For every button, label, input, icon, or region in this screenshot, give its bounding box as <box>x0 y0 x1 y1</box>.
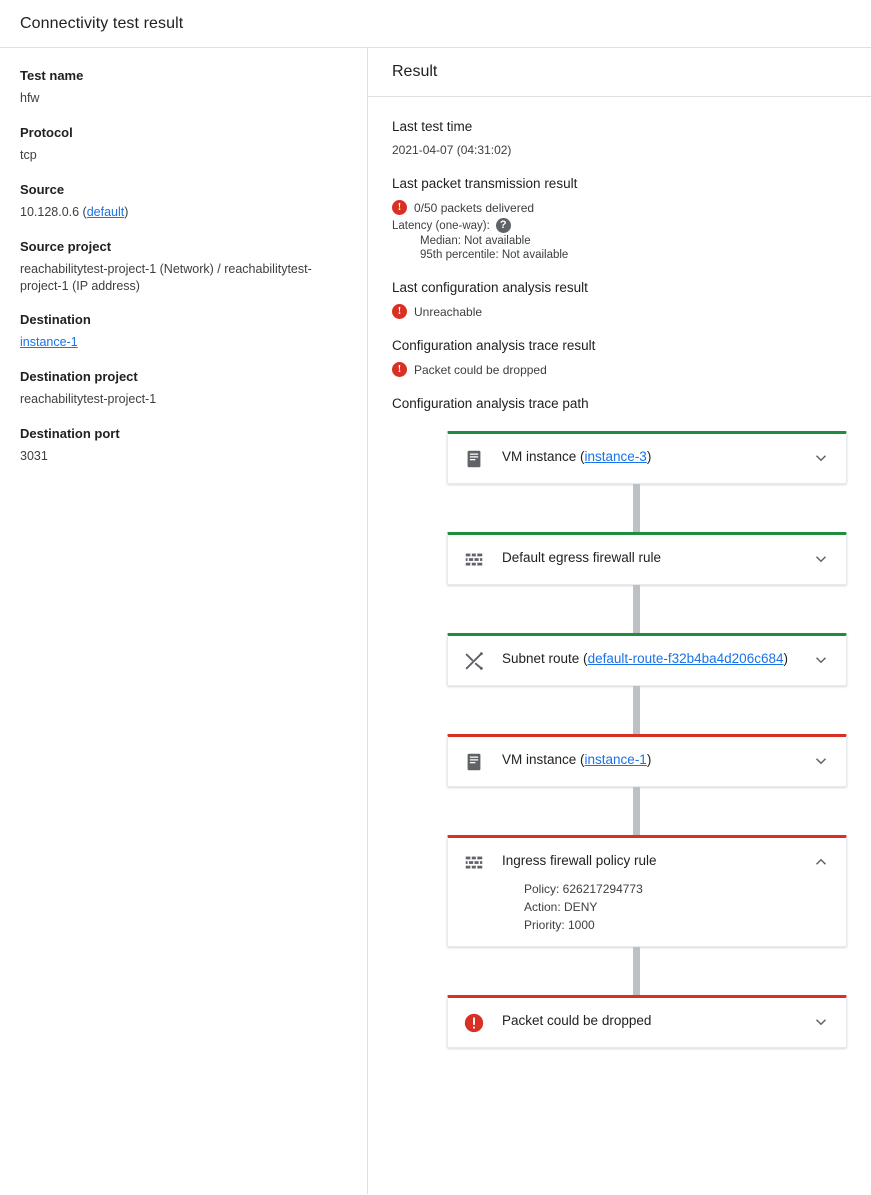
trace-card-vm-instance-3[interactable] <box>447 431 847 484</box>
latency-median: Median: Not available <box>420 235 531 247</box>
section-packet-transmission <box>392 176 847 261</box>
trace-node <box>447 633 847 734</box>
packet-status-row <box>392 200 847 215</box>
last-test-time-value: 2021-04-07 (04:31:02) <box>392 143 512 157</box>
page-header <box>0 0 871 48</box>
field-destination-port <box>20 426 347 465</box>
trace-path-diagram <box>447 431 847 1048</box>
section-label: Last test time <box>392 119 473 134</box>
trace-connector <box>633 686 640 734</box>
trace-card-title: Packet could be dropped <box>502 1013 652 1028</box>
field-value <box>20 204 347 221</box>
field-label: Source project <box>20 238 112 254</box>
field-label: Destination project <box>20 369 138 385</box>
trace-card-body <box>502 749 810 771</box>
section-configuration-analysis <box>392 280 847 319</box>
section-label: Last configuration analysis result <box>392 280 588 295</box>
trace-title-suffix: ) <box>646 752 652 767</box>
trace-card-link[interactable]: instance-1 <box>584 752 647 767</box>
section-label: Configuration analysis trace path <box>392 396 589 411</box>
trace-node <box>447 995 847 1048</box>
error-icon: ! <box>392 304 407 319</box>
firewall-rule-icon <box>462 851 486 875</box>
trace-title-prefix: VM instance ( <box>502 752 585 767</box>
firewall-rule-icon <box>462 548 486 572</box>
trace-card-title: Ingress firewall policy rule <box>502 853 657 868</box>
trace-card-packet-could-be-dropped[interactable] <box>447 995 847 1048</box>
trace-card-body <box>502 850 810 934</box>
result-body <box>368 97 871 1048</box>
field-test-name <box>20 68 347 107</box>
trace-card-link[interactable]: default-route-f32b4ba4d206c684 <box>587 651 784 666</box>
trace-card-subnet-route[interactable] <box>447 633 847 686</box>
trace-node <box>447 532 847 633</box>
configuration-status-text: Unreachable <box>414 304 483 319</box>
field-source-project <box>20 239 347 295</box>
trace-card-detail-action: Action: DENY <box>524 900 598 914</box>
trace-card-title <box>502 648 810 670</box>
field-label: Test name <box>20 68 84 83</box>
field-label: Protocol <box>20 124 73 140</box>
section-trace-result <box>392 338 847 377</box>
trace-card-body <box>502 648 810 670</box>
error-icon: ! <box>392 362 407 377</box>
configuration-status-row <box>392 304 847 319</box>
error-icon <box>462 1011 486 1035</box>
field-value: reachabilitytest-project-1 (Network) / reachabilitytest-project-1 (IP address) <box>20 261 312 293</box>
destination-instance-link[interactable]: instance-1 <box>20 335 78 350</box>
latency-label: Latency (one-way): <box>392 219 490 232</box>
trace-card-title <box>502 446 810 468</box>
trace-node <box>447 431 847 532</box>
field-value: hfw <box>20 91 40 105</box>
page-title: Connectivity test result <box>20 14 184 32</box>
field-value <box>20 334 347 351</box>
trace-card-default-egress-firewall-rule[interactable] <box>447 532 847 585</box>
section-trace-path <box>392 396 847 411</box>
section-label: Configuration analysis trace result <box>392 338 596 353</box>
trace-card-link[interactable]: instance-3 <box>584 449 647 464</box>
chevron-down-icon[interactable] <box>810 649 832 671</box>
trace-card-body <box>502 446 810 468</box>
trace-card-detail-policy: Policy: 626217294773 <box>524 882 643 896</box>
field-label: Destination port <box>20 426 120 442</box>
chevron-down-icon[interactable] <box>810 750 832 772</box>
help-icon[interactable]: ? <box>496 218 511 233</box>
vm-instance-icon <box>462 447 486 471</box>
field-label: Destination <box>20 312 91 328</box>
trace-title-prefix: VM instance ( <box>502 449 585 464</box>
trace-card-title <box>502 749 810 771</box>
field-destination-project <box>20 369 347 408</box>
subnet-route-icon <box>462 649 486 673</box>
vm-instance-icon <box>462 750 486 774</box>
field-value: tcp <box>20 147 37 162</box>
trace-result-status-text: Packet could be dropped <box>414 362 547 377</box>
field-destination <box>20 312 347 351</box>
trace-card-ingress-firewall-policy-rule[interactable] <box>447 835 847 947</box>
trace-card-body <box>502 547 810 569</box>
error-icon: ! <box>392 200 407 215</box>
trace-title-suffix: ) <box>783 651 788 666</box>
field-source <box>20 182 347 221</box>
field-value: 3031 <box>20 449 48 464</box>
packet-status-text: 0/50 packets delivered <box>414 200 535 215</box>
chevron-down-icon[interactable] <box>810 1011 832 1033</box>
source-suffix-text: ) <box>124 204 129 219</box>
result-title: Result <box>392 63 438 80</box>
section-label: Last packet transmission result <box>392 176 578 191</box>
source-ip-text: 10.128.0.6 ( <box>20 204 87 219</box>
trace-connector <box>633 787 640 835</box>
trace-card-body <box>502 1010 810 1032</box>
trace-title-prefix: Subnet route ( <box>502 651 588 666</box>
source-network-link[interactable]: default <box>86 204 125 219</box>
trace-card-title: Default egress firewall rule <box>502 550 662 565</box>
trace-connector <box>633 585 640 633</box>
field-value: reachabilitytest-project-1 <box>20 392 157 407</box>
trace-connector <box>633 484 640 532</box>
trace-card-vm-instance-1[interactable] <box>447 734 847 787</box>
trace-connector <box>633 947 640 995</box>
page-body <box>0 48 871 1194</box>
result-pane <box>368 48 871 1194</box>
field-protocol <box>20 125 347 164</box>
latency-row <box>392 218 847 233</box>
trace-title-suffix: ) <box>646 449 652 464</box>
trace-card-detail-priority: Priority: 1000 <box>524 918 595 932</box>
chevron-down-icon[interactable] <box>810 447 832 469</box>
result-header <box>368 48 871 97</box>
chevron-up-icon[interactable] <box>810 851 832 873</box>
section-last-test-time <box>392 119 847 157</box>
field-label: Source <box>20 181 65 197</box>
trace-result-status-row <box>392 362 847 377</box>
chevron-down-icon[interactable] <box>810 548 832 570</box>
trace-node <box>447 734 847 835</box>
latency-percentile: 95th percentile: Not available <box>420 249 569 261</box>
test-details-pane <box>0 48 368 1194</box>
trace-node <box>447 835 847 995</box>
